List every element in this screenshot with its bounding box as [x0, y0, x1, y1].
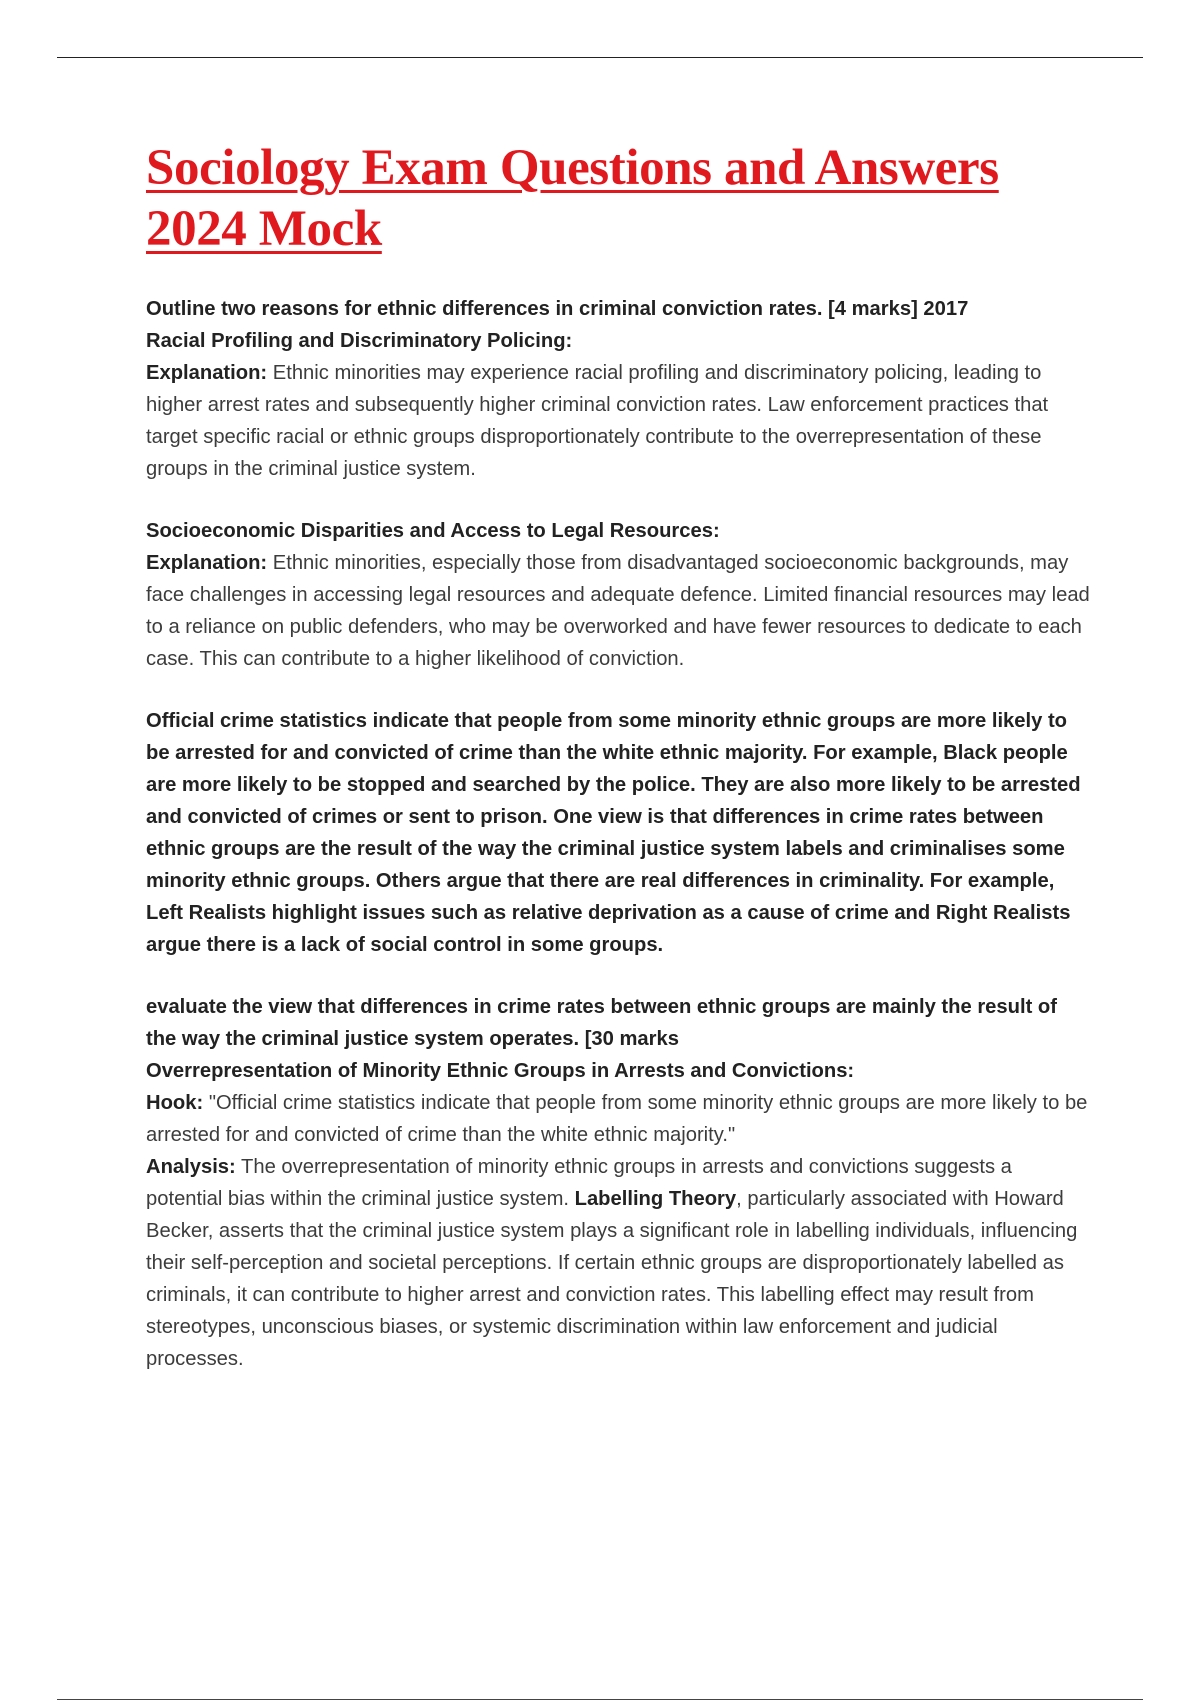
hook-paragraph	[146, 1087, 1091, 1151]
question-1: Outline two reasons for ethnic differences in criminal conviction rates. [4 marks] 2017	[146, 298, 969, 320]
hook-text: "Official crime statistics indicate that people from some minority ethnic groups are more likely to be arrested for and convicted of crime than the white ethnic majority."	[146, 1092, 1088, 1146]
analysis-text-1: The overrepresentation of minority ethnic groups in arrests and convictions suggests a potential bias within the criminal justice system.	[146, 1156, 1012, 1210]
analysis-text-2: , particularly associated with Howard Becker, asserts that the criminal justice system plays a significant role in labelling individuals, influencing their self-perception and societal perceptions. If certain ethnic groups are disproportionately labelled as criminals, it can contribute to higher arrest and conviction rates. This labelling effect may result from stereotypes, unconscious biases, or systemic discrimination within law enforcement and judicial processes.	[146, 1188, 1078, 1370]
reason-1-explanation	[146, 357, 1091, 485]
reason-2-text: Ethnic minorities, especially those from disadvantaged socioeconomic backgrounds, may face challenges in accessing legal resources and adequate defence. Limited financial resources may lead to a reliance on public defenders, who may be overworked and have fewer resources to dedicate to each case. This can contribute to a higher likelihood of conviction.	[146, 552, 1090, 670]
explanation-label: Explanation:	[146, 362, 268, 384]
analysis-label: Analysis:	[146, 1156, 236, 1178]
reason-1-heading: Racial Profiling and Discriminatory Policing:	[146, 330, 573, 352]
labelling-theory-term: Labelling Theory	[574, 1188, 737, 1210]
reason-2-explanation	[146, 547, 1091, 675]
document-body	[146, 138, 1091, 1375]
overrepresentation-heading: Overrepresentation of Minority Ethnic Groups in Arrests and Convictions:	[146, 1060, 855, 1082]
hook-label: Hook:	[146, 1092, 204, 1114]
top-rule	[57, 57, 1143, 58]
reason-2-heading: Socioeconomic Disparities and Access to Legal Resources:	[146, 520, 720, 542]
document-text	[146, 293, 1091, 1375]
analysis-paragraph	[146, 1151, 1091, 1375]
explanation-label: Explanation:	[146, 552, 268, 574]
question-2: evaluate the view that differences in crime rates between ethnic groups are mainly the result of the way the criminal justice system operates. [30 marks	[146, 996, 1057, 1050]
page-title: Sociology Exam Questions and Answers 2024 Mock	[146, 140, 999, 257]
reason-1-text: Ethnic minorities may experience racial profiling and discriminatory policing, leading to higher arrest rates and subsequently higher criminal conviction rates. Law enforcement practices that target specific racial or ethnic groups disproportionately contribute to the overrepresentation of these groups in the criminal justice system.	[146, 362, 1049, 480]
item-text: Official crime statistics indicate that people from some minority ethnic groups are more likely to be arrested for and convicted of crime than the white ethnic majority. For example, Black people are more likely to be stopped and searched by the police. They are also more likely to be arrested and convicted of crimes or sent to prison. One view is that differences in crime rates between ethnic groups are the result of the way the criminal justice system labels and criminalises some minority ethnic groups. Others argue that there are real differences in criminality. For example, Left Realists highlight issues such as relative deprivation as a cause of crime and Right Realists argue there is a lack of social control in some groups.	[146, 710, 1081, 956]
